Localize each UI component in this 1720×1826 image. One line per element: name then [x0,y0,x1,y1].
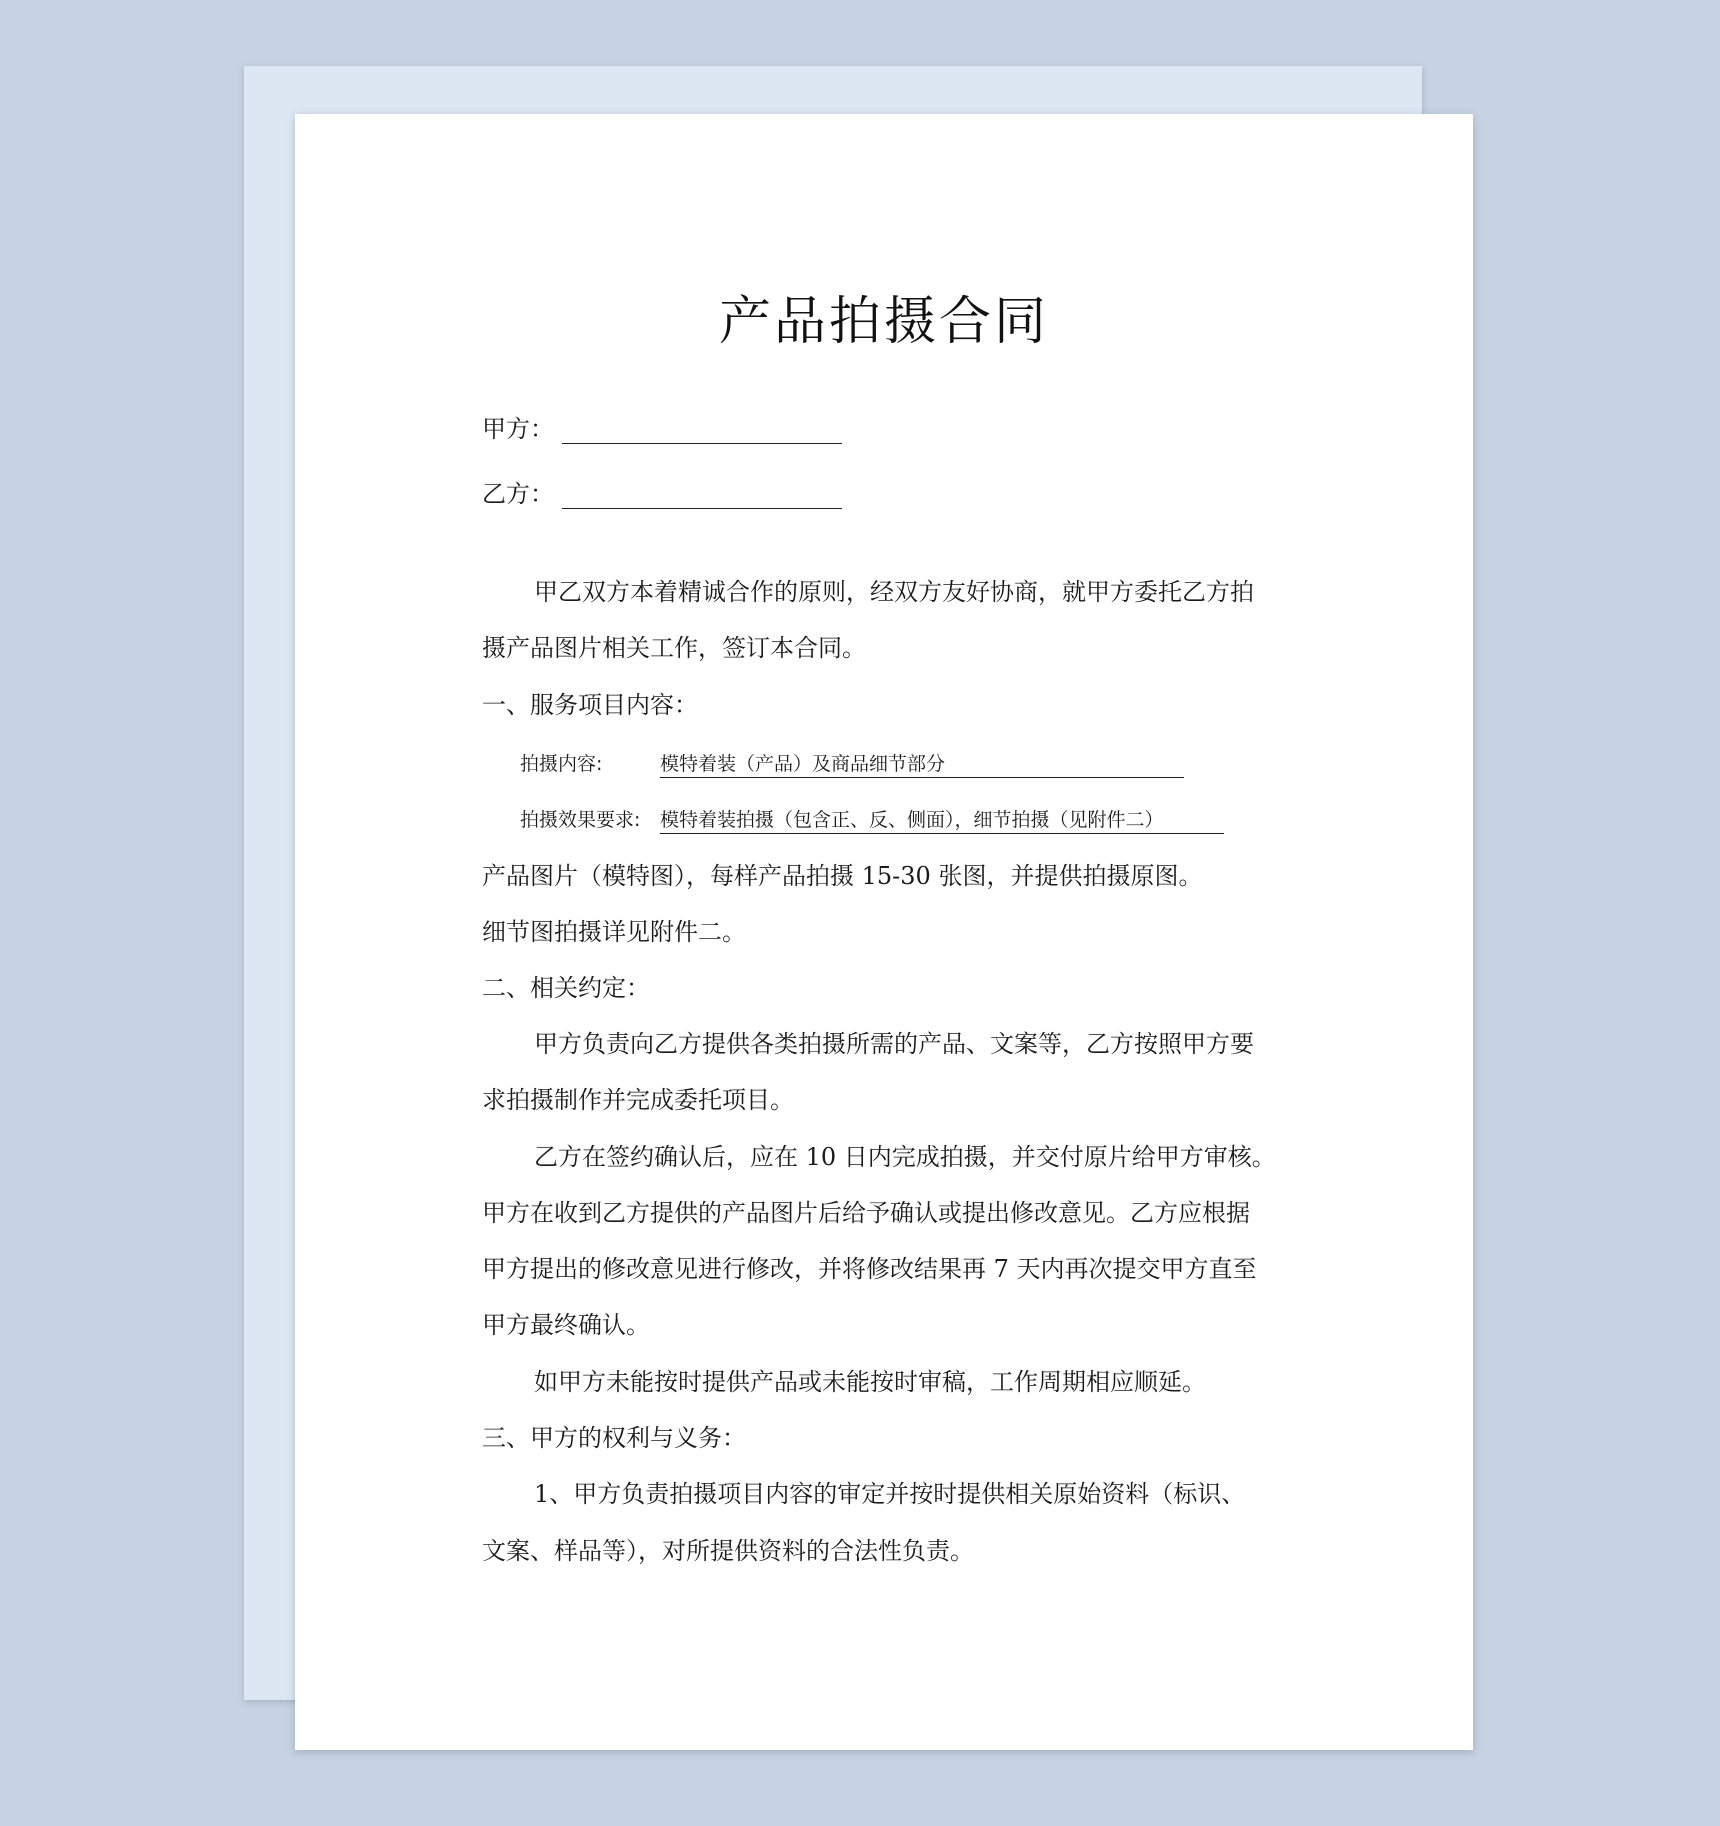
section-2-p2-line-3: 甲方提出的修改意见进行修改，并将修改结果再 7 天内再次提交甲方直至 [482,1255,1257,1283]
section-2-heading: 二、相关约定： [482,974,650,1002]
section-1-heading: 一、服务项目内容： [482,691,698,719]
section-2-p1-line-1: 甲方负责向乙方提供各类拍摄所需的产品、文案等，乙方按照甲方要 [534,1030,1254,1058]
section-2-p1-line-2: 求拍摄制作并完成委托项目。 [482,1086,794,1114]
section-3-heading: 三、甲方的权利与义务： [482,1424,746,1452]
intro-line-2: 摄产品图片相关工作，签订本合同。 [482,634,866,662]
section-2-p2-line-2: 甲方在收到乙方提供的产品图片后给予确认或提出修改意见。乙方应根据 [482,1199,1250,1227]
document-title: 产品拍摄合同 [718,292,1049,352]
document-page [295,114,1473,1750]
section-3-p1-line-2: 文案、样品等），对所提供资料的合法性负责。 [482,1537,974,1565]
intro-line-1: 甲乙双方本着精诚合作的原则，经双方友好协商，就甲方委托乙方拍 [534,578,1254,606]
detail-photo-line: 细节图拍摄详见附件二。 [482,918,746,946]
party-b-row [482,474,842,509]
field-shoot-effect-label: 拍摄效果要求: [520,809,641,831]
field-shoot-content-label: 拍摄内容: [520,753,603,775]
field-shoot-effect [520,807,1224,834]
field-shoot-effect-value: 模特着装拍摄（包含正、反、侧面），细节拍摄（见附件二） [660,807,1224,834]
section-2-p2-line-1: 乙方在签约确认后，应在 10 日内完成拍摄，并交付原片给甲方审核。 [534,1143,1276,1171]
field-shoot-content [520,751,1184,778]
section-3-p1-line-1: 1、甲方负责拍摄项目内容的审定并按时提供相关原始资料（标识、 [534,1480,1246,1508]
party-a-row [482,409,842,444]
field-shoot-content-value: 模特着装（产品）及商品细节部分 [660,751,1184,778]
product-photo-line: 产品图片（模特图），每样产品拍摄 15-30 张图，并提供拍摄原图。 [482,862,1203,890]
section-2-p3: 如甲方未能按时提供产品或未能按时审稿，工作周期相应顺延。 [534,1368,1206,1396]
party-a-blank [562,417,842,444]
party-b-blank [562,482,842,509]
party-b-label: 乙方： [482,480,554,508]
party-a-label: 甲方： [482,415,554,443]
section-2-p2-line-4: 甲方最终确认。 [482,1311,650,1339]
